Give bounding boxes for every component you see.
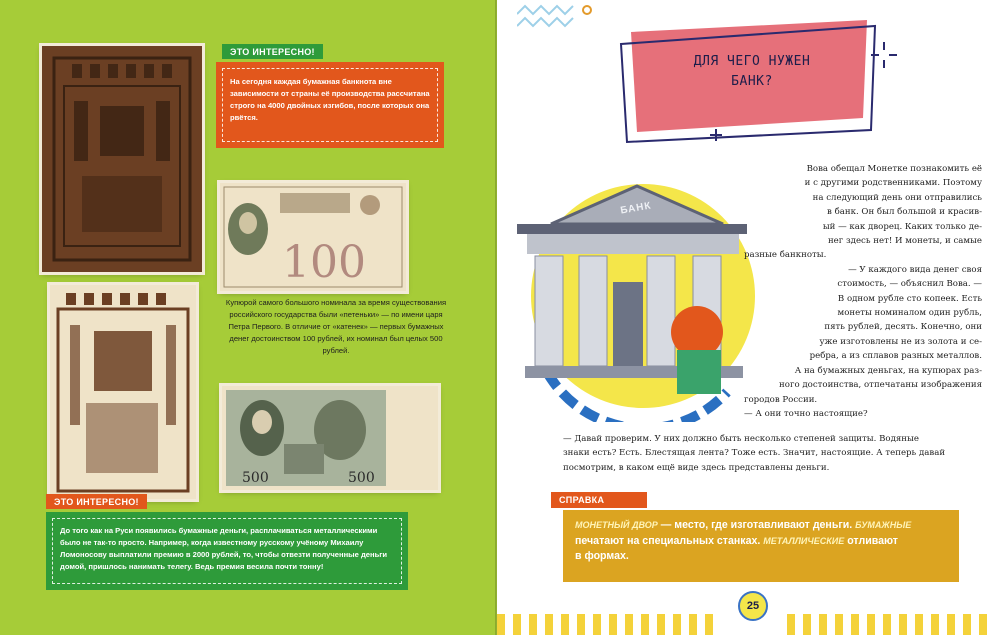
top-zigzag-decoration (517, 0, 607, 50)
spravka-text (575, 518, 947, 565)
story-line: монеты номиналом один рубль, (837, 308, 982, 319)
small-sparkle-icon (657, 94, 671, 108)
story-line: — Давай проверим. У них должно быть несколько степеней защиты. Водяные (563, 434, 919, 444)
note-500-left-label: 500 (242, 470, 269, 486)
page-number: 25 (746, 600, 760, 612)
left-page (0, 0, 497, 635)
heading-line-2: БАНК? (731, 74, 773, 89)
fact-tag-1 (222, 44, 323, 59)
fact-tag-1-label: ЭТО ИНТЕРЕСНО! (230, 46, 315, 57)
note-500-right-label: 500 (348, 470, 375, 486)
catherine-100-rubles-note-image (220, 183, 406, 291)
spravka-text-4: в формах. (575, 550, 629, 562)
right-page (497, 0, 1000, 635)
note-500-pattern (222, 386, 438, 490)
spravka-text-1: — место, где изготавливают деньги. (657, 519, 856, 531)
story-line: ребра, а из сплавов разных металлов. (809, 351, 982, 362)
spravka-term-metal: МЕТАЛЛИЧЕСКИЕ (763, 535, 845, 546)
story-line: разные банкноты. (744, 250, 827, 261)
petenki-caption (220, 297, 452, 357)
story-line: стоимость, — объяснил Вова. — (837, 279, 982, 290)
story-line: — У каждого вида денег своя (848, 264, 982, 275)
bank-sign-text: БАНК (619, 200, 653, 217)
story-line: ый — как дворец. Каких только де- (822, 221, 982, 232)
fact-box-1-text: На сегодня каждая бумажная банкнота вне зависимости от страны её производства рассчитана строго на 4000 двойных изгибов, после которых она рвётся. (230, 77, 430, 122)
bottom-stripes-decoration (497, 614, 1000, 635)
story-line: ного достоинства, отпечатаны изображения (779, 380, 982, 391)
story-text-column (744, 162, 982, 421)
plus-decoration-icon (709, 128, 723, 142)
chinese-note-pattern (50, 285, 196, 499)
fact-box-2-text: До того как на Руси появились бумажные деньги, расплачиваться металлическими было не так-то просто. Например, когда известному русскому учёному Михаилу Ломоносову выплатили премию в 2000 рублей, то, чтобы отвезти полученные деньги домой, пришлось нанимать телегу. Ведь премия весила почти тонну! (60, 526, 388, 571)
story-line: В одном рубле сто копеек. Есть (837, 293, 982, 304)
petenki-caption-text: Купюрой самого большого номинала за время существования российского государства были «петеньки» — по имени царя Петра Первого. В отличие от «катенек» — первых бумажных денег достоинством 100 рублей, их номинал был целых 500 рублей. (225, 298, 447, 355)
story-line: в банк. Он был большой и красив- (827, 207, 982, 218)
spravka-text-2: печатают на специальных станках. (575, 534, 764, 547)
story-line: и с другими родственниками. Поэтому (804, 178, 982, 189)
fact-tag-2 (46, 494, 147, 509)
spravka-term-paper: БУМАЖНЫЕ (855, 520, 912, 530)
fact-tag-2-label: ЭТО ИНТЕРЕСНО! (54, 496, 139, 507)
spravka-text-3: отливают (844, 534, 898, 547)
story-line: пять рублей, десять. Конечно, они (824, 322, 982, 333)
heading-line-1: ДЛЯ ЧЕГО НУЖЕН (693, 54, 811, 69)
fact-box-2 (46, 512, 408, 590)
story-line: — А они точно настоящие? (744, 408, 868, 419)
spravka-tag-label: СПРАВКА (559, 495, 605, 505)
story-line: А на бумажных деньгах, на купюрах раз- (794, 365, 982, 376)
story-line: уже изготовлены не из золота и се- (819, 336, 982, 347)
story-line: городов России. (744, 394, 818, 405)
spravka-tag (551, 492, 647, 508)
note-100-pattern (220, 183, 406, 291)
spravka-box (563, 510, 959, 582)
story-line: на следующий день они отправились (812, 192, 982, 203)
ancient-note-pattern (42, 46, 202, 272)
story-line: знаки есть? Есть. Блестящая лента? Тоже есть. Значит, настоящие. А теперь давай (563, 448, 946, 459)
spravka-term-mint: МОНЕТНЫЙ ДВОР (575, 520, 658, 530)
sparkle-icon (869, 40, 899, 70)
story-line: нег здесь нет! И монеты, и самые (827, 236, 982, 247)
ancient-paper-note-image (42, 46, 202, 272)
section-heading (647, 52, 857, 92)
ancient-chinese-note-image (50, 285, 196, 499)
peter-500-rubles-note-image (222, 386, 438, 490)
story-text-full (563, 432, 983, 475)
story-line: посмотрим, в каком ещё виде здесь представлены деньги. (563, 462, 830, 473)
svg-text:100: 100 (282, 237, 366, 288)
story-line: Вова обещал Монетке познакомить её (806, 164, 982, 174)
fact-box-1 (216, 62, 444, 148)
